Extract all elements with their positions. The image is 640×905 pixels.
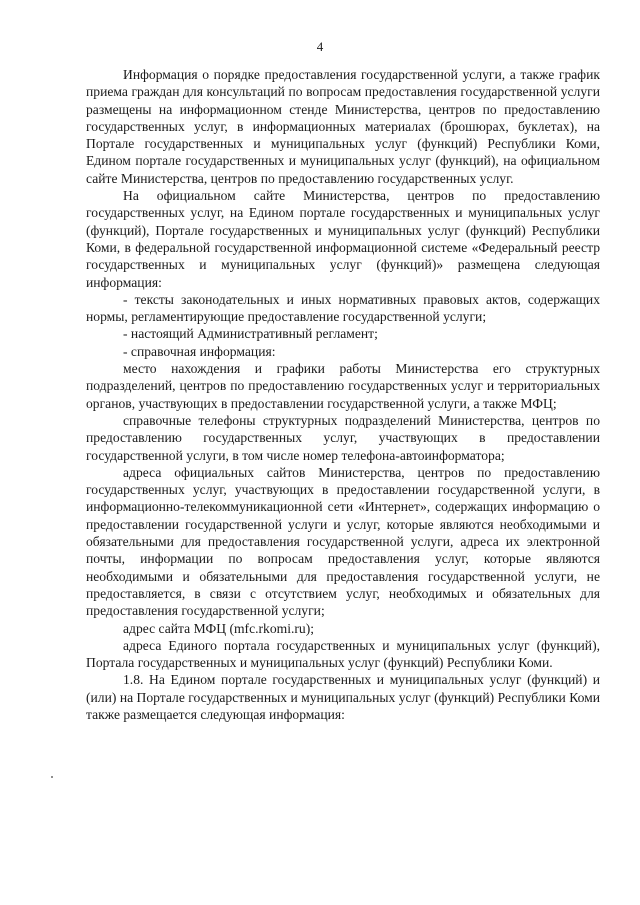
paragraph-info-procedure: Информация о порядке предоставления государственной услуги, а также график приема граждан для консультаций по вопросам предоставления государственной услуги размещены на информационном стенде Министерства, центров по предоставлению государственных услуг, в информационных материалах (брошюрах, буклетах), на Портале государственных и муниципальных услуг (функций) Республики Коми, Едином портале государственных и муниципальных услуг (функций), на официальном сайте Министерства, центров по предоставлению государственных услуг. bbox=[86, 67, 600, 186]
paragraph-websites: адреса официальных сайтов Министерства, центров по предоставлению государственных услуг, участвующих в предоставлении государственной услуги, в информационно-телекоммуникационной сети «Интернет», содержащих информацию о предоставлении государственной услуги и услуг, которые являются необходимыми и обязательными для предоставления государственной услуги, адреса их электронной почты, информации по вопросам предоставления услуг, которые являются необходимыми и обязательными для предоставления государственной услуги, не предоставляется, в связи с отсутствием услуг, необходимых и обязательных для предоставления государственной услуги; bbox=[86, 464, 600, 619]
section-1-8: 1.8. На Едином портале государственных и муниципальных услуг (функций) и (или) на Портале государственных и муниципальных услуг (функций) Республики Коми также размещается следующая информация: bbox=[86, 672, 600, 722]
paragraph-official-site: На официальном сайте Министерства, центров по предоставлению государственных услуг, на Едином портале государственных и муниципальных услуг (функций), Портале государственных и муниципальных услуг (функций) Республики Коми, в федеральной государственной информационной системе «Федеральный реестр государственных и муниципальных услуг (функций)» размещена следующая информация: bbox=[86, 188, 600, 290]
list-item-legal-acts: - тексты законодательных и иных нормативных правовых актов, содержащих нормы, регламентирующие предоставление государственной услуги; bbox=[86, 291, 600, 325]
scan-mark bbox=[51, 776, 53, 778]
document-body bbox=[86, 66, 600, 723]
list-item-reference-info: - справочная информация: bbox=[123, 343, 276, 359]
paragraph-mfc-site: адрес сайта МФЦ (mfc.rkomi.ru); bbox=[123, 620, 315, 636]
page-number: 4 bbox=[316, 39, 324, 54]
paragraph-portal-addresses: адреса Единого портала государственных и муниципальных услуг (функций), Портала государственных и муниципальных услуг (функций) Республики Коми. bbox=[86, 637, 600, 671]
paragraph-phones: справочные телефоны структурных подразделений Министерства, центров по предоставлению государственных услуг, участвующих в предоставлении государственной услуги, в том числе номер телефона-автоинформатора; bbox=[86, 412, 600, 463]
paragraph-locations-schedules: место нахождения и графики работы Министерства его структурных подразделений, центров по предоставлению государственных услуг и территориальных органов, участвующих в предоставлении государственной услуги, а также МФЦ; bbox=[86, 361, 600, 411]
list-item-regulation: - настоящий Административный регламент; bbox=[123, 326, 378, 342]
